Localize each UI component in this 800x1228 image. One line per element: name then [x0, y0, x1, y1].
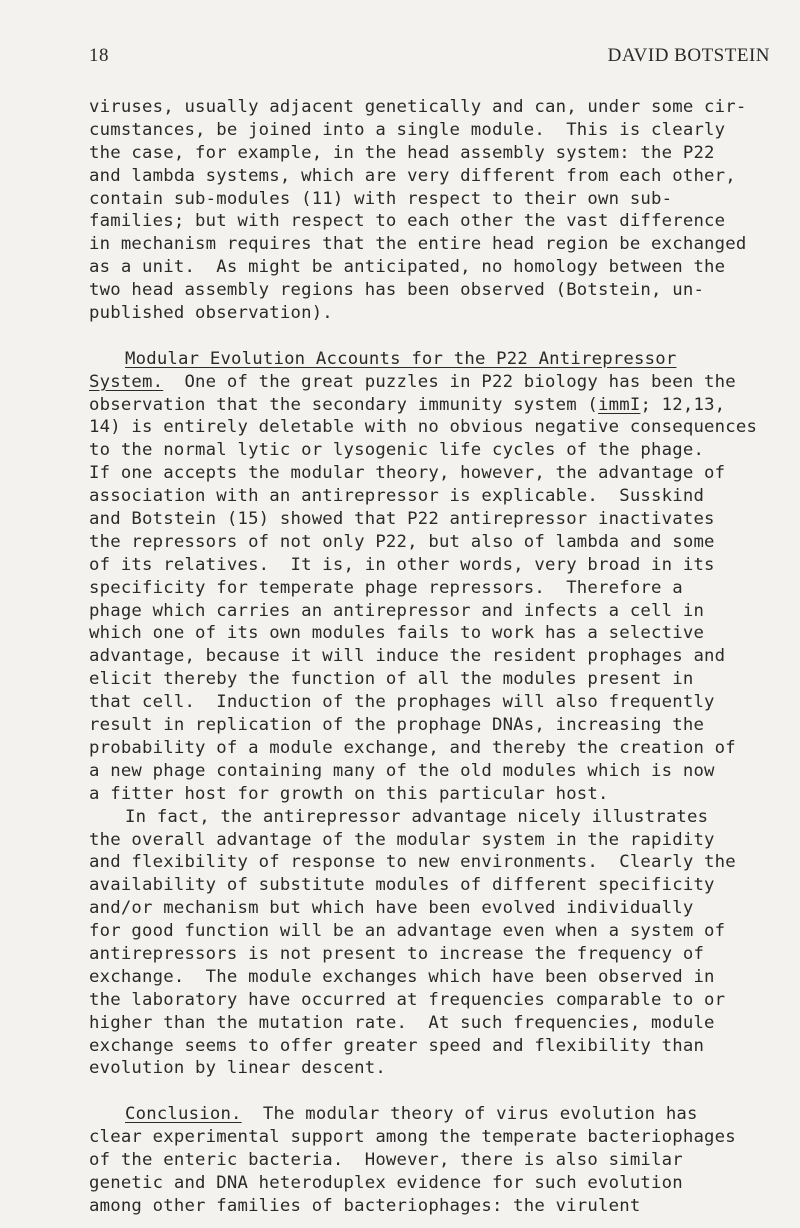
text-line: [89, 394, 789, 417]
conclusion-heading: Conclusion.: [125, 1104, 242, 1125]
text-line: two head assembly regions has been observed (Botstein, un-: [89, 280, 705, 301]
text-line: elicit thereby the function of all the modules present in: [89, 669, 694, 690]
text-line: among other families of bacteriophages: the virulent: [89, 1195, 641, 1216]
page-number: 18: [89, 45, 109, 66]
text-line: contain sub-modules (11) with respect to their own sub-: [89, 188, 673, 209]
text-line: and flexibility of response to new environments. Clearly the: [89, 852, 736, 873]
text-line: and Botstein (15) showed that P22 antirepressor inactivates: [89, 509, 715, 530]
section-heading-end: System.: [89, 371, 164, 392]
text-line: availability of substitute modules of different specificity: [89, 875, 715, 896]
text-line: of the enteric bacteria. However, there is also similar: [89, 1149, 683, 1170]
text-line: the laboratory have occurred at frequencies comparable to or: [89, 989, 726, 1010]
text-line: and lambda systems, which are very different from each other,: [89, 165, 736, 186]
text-line: of its relatives. It is, in other words, very broad in its: [89, 554, 715, 575]
page-body: [89, 96, 789, 1218]
text-segment: ; 12,13,: [640, 394, 726, 415]
text-segment: observation that the secondary immunity system (: [89, 394, 599, 415]
text-line: published observation).: [89, 303, 333, 324]
text-line: phage which carries an antirepressor and infects a cell in: [89, 600, 705, 621]
text-line: higher than the mutation rate. At such frequencies, module: [89, 1012, 715, 1033]
text-line: that cell. Induction of the prophages will also frequently: [89, 692, 715, 713]
text-line: in mechanism requires that the entire head region be exchanged: [89, 234, 747, 255]
text-line: 14) is entirely deletable with no obvious negative consequences: [89, 417, 758, 438]
section-conclusion: [89, 1103, 789, 1217]
section-heading-line: [89, 348, 789, 371]
text-line: evolution by linear descent.: [89, 1058, 386, 1079]
page-header: [89, 45, 770, 75]
text-line: exchange. The module exchanges which have been observed in: [89, 966, 715, 987]
paragraph-3: [89, 806, 789, 1081]
text-line: [89, 1103, 789, 1126]
text-line: to the normal lytic or lysogenic life cycles of the phage.: [89, 440, 705, 461]
text-line: result in replication of the prophage DNAs, increasing the: [89, 715, 705, 736]
section-antirepressor: [89, 348, 789, 806]
text-line: association with an antirepressor is explicable. Susskind: [89, 486, 705, 507]
text-line: cumstances, be joined into a single module. This is clearly: [89, 119, 726, 140]
text-line: probability of a module exchange, and thereby the creation of: [89, 737, 736, 758]
text-line: for good function will be an advantage even when a system of: [89, 921, 726, 942]
text-line: antirepressors is not present to increase the frequency of: [89, 943, 705, 964]
gene-name-imm: immI: [598, 394, 641, 415]
text-line: a new phage containing many of the old modules which is now: [89, 760, 715, 781]
text-line: the case, for example, in the head assembly system: the P22: [89, 142, 715, 163]
text-line: clear experimental support among the temperate bacteriophages: [89, 1127, 736, 1148]
text-line: genetic and DNA heteroduplex evidence for such evolution: [89, 1172, 683, 1193]
text-line: as a unit. As might be anticipated, no homology between the: [89, 257, 726, 278]
text-line: advantage, because it will induce the resident prophages and: [89, 646, 726, 667]
text-segment: The modular theory of virus evolution has: [241, 1104, 698, 1125]
text-line: the overall advantage of the modular system in the rapidity: [89, 829, 715, 850]
text-line: families; but with respect to each other the vast difference: [89, 211, 726, 232]
section-heading: Modular Evolution Accounts for the P22 Antirepressor: [125, 348, 677, 369]
text-line: the repressors of not only P22, but also of lambda and some: [89, 531, 715, 552]
text-segment: One of the great puzzles in P22 biology has been the: [163, 371, 736, 392]
text-line: specificity for temperate phage repressors. Therefore a: [89, 577, 683, 598]
text-line: [89, 371, 789, 394]
running-head: DAVID BOTSTEIN: [607, 45, 770, 66]
text-line: a fitter host for growth on this particular host.: [89, 783, 609, 804]
text-line: which one of its own modules fails to work has a selective: [89, 623, 705, 644]
text-line: and/or mechanism but which have been evolved individually: [89, 898, 694, 919]
text-line: exchange seems to offer greater speed and flexibility than: [89, 1035, 705, 1056]
text-line: viruses, usually adjacent genetically and can, under some cir-: [89, 97, 747, 117]
text-line: In fact, the antirepressor advantage nicely illustrates: [125, 806, 709, 827]
text-line: If one accepts the modular theory, however, the advantage of: [89, 463, 726, 484]
paragraph-1: [89, 96, 789, 325]
